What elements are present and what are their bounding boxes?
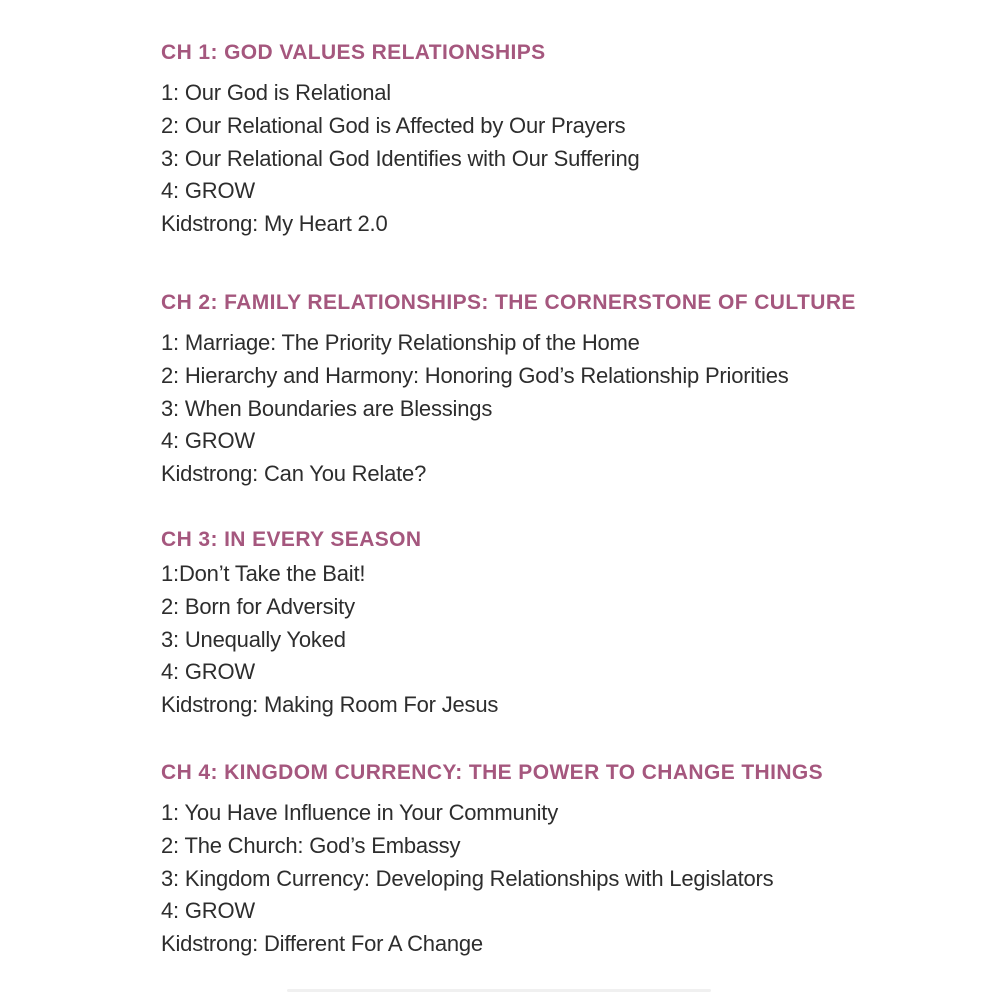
toc-item: 1: Our God is Relational [161,80,391,105]
toc-item: 4: GROW [161,898,255,924]
toc-item: 4: GROW [161,178,255,204]
toc-item: 1: Marriage: The Priority Relationship of the Home [161,329,640,355]
toc-item: 3: When Boundaries are Blessings [161,395,493,421]
toc-item: Kidstrong: Different For A Change [161,931,483,957]
toc-item: Kidstrong: Making Room For Jesus [161,692,499,718]
chapter-1-title: CH 1: GOD VALUES RELATIONSHIPS [161,41,546,64]
chapter-4-title: CH 4: KINGDOM CURRENCY: THE POWER TO CHANGE THINGS [161,760,824,784]
chapter-2-section [161,286,958,491]
chapter-3-section [161,523,958,722]
toc-item: Kidstrong: My Heart 2.0 [161,211,388,237]
chapter-3-title: CH 3: IN EVERY SEASON [161,527,422,551]
toc-item: Kidstrong: Can You Relate? [161,461,427,487]
toc-item: 2: The Church: God’s Embassy [161,832,461,858]
toc-item: 3: Kingdom Currency: Developing Relationships with Legislators [161,865,774,891]
toc-item: 3: Unequally Yoked [161,626,346,652]
toc-item: 1:Don’t Take the Bait! [161,560,366,586]
chapter-4-section [161,756,958,961]
toc-item: 2: Our Relational God is Affected by Our Prayers [161,112,626,138]
chapter-1-section [161,36,958,241]
toc-item: 4: GROW [161,659,255,685]
toc-item: 2: Hierarchy and Harmony: Honoring God’s Relationship Priorities [161,362,789,388]
toc-item: 3: Our Relational God Identifies with Our Suffering [161,145,640,171]
toc-item: 2: Born for Adversity [161,593,355,619]
page-divider [287,989,711,992]
toc-item: 1: You Have Influence in Your Community [161,799,559,825]
chapter-2-title: CH 2: FAMILY RELATIONSHIPS: THE CORNERSTONE OF CULTURE [161,290,856,314]
toc-item: 4: GROW [161,428,255,454]
